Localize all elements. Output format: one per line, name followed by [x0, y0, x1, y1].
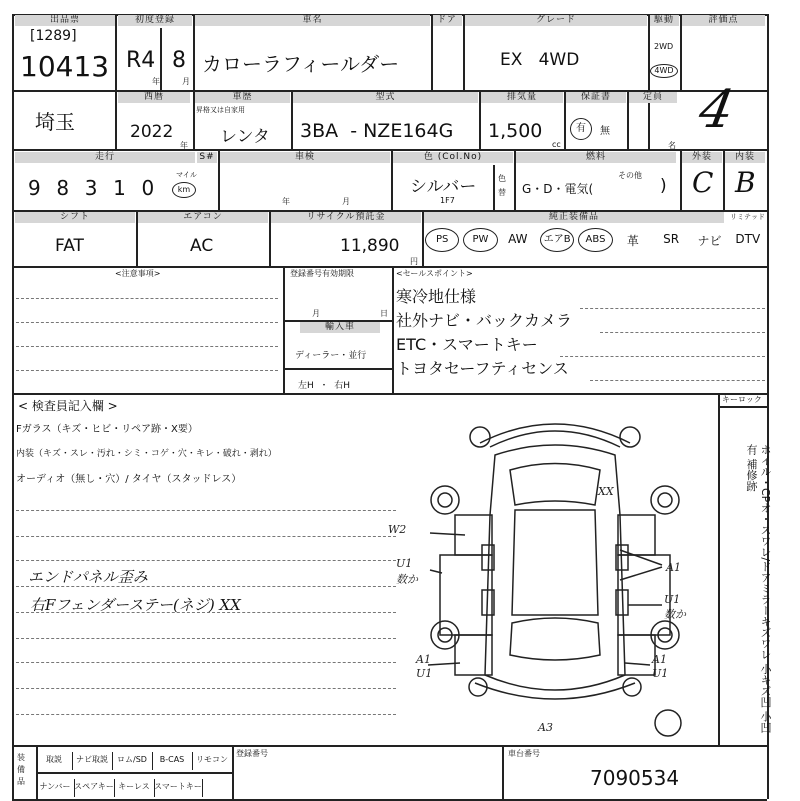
frame-number: 7090534 [590, 766, 680, 790]
capacity-unit: 名 [668, 141, 676, 150]
recycle-label: リサイクル預託金 [271, 212, 421, 223]
kit-item: スペアキー [74, 779, 115, 797]
inspector-line-2: 内装（キズ・スレ・汚れ・シミ・コゲ・穴・キレ・破れ・剥れ） [16, 449, 277, 459]
model-value: 3BA - NZE164G [300, 120, 454, 142]
model-label: 型式 [293, 92, 478, 103]
inspector-title: < 検査員記入欄 > [18, 399, 118, 413]
kit-item: スマートキー [154, 779, 203, 797]
grade-value: EX 4WD [500, 50, 580, 70]
handwritten-note-2: 右Fフェンダーステー(ネジ) XX [30, 596, 241, 614]
inspector-line-3: オーディオ（無し・穴）/ タイヤ（スタッドレス） [16, 474, 242, 485]
capacity-label: 定員 [629, 92, 677, 103]
kit-item: 取説 [36, 752, 73, 770]
equipment-item: DTV [735, 232, 761, 246]
kit-item: B-CAS [152, 752, 193, 770]
drive-4wd: 4WD [650, 64, 678, 78]
western-year-label: 西暦 [118, 92, 190, 103]
mark-u1-rear-right: U1 [652, 667, 669, 680]
lot-number: 10413 [20, 50, 110, 83]
mark-u1-rear-left: U1 [416, 667, 433, 680]
displacement-unit: cc [552, 140, 561, 149]
interior-label: 内装 [725, 152, 765, 163]
shaken-label: 車検 [220, 152, 390, 163]
sales-points [396, 285, 572, 381]
warranty-yes: 有 [570, 118, 592, 140]
car-name-label: 車名 [195, 15, 430, 26]
year-unit: 年 [152, 77, 160, 86]
mark-xx: XX [598, 485, 614, 498]
sales-point: トヨタセーフティセンス [396, 359, 569, 378]
inspection-expiry-label: 登録番号有効期限 [290, 269, 354, 278]
form-top-label: 出品票 [15, 15, 115, 26]
score-value: 4 [694, 80, 739, 140]
car-diagram [388, 405, 710, 745]
history-note: 昇格又は自家用 [196, 106, 245, 114]
equipment-list [422, 226, 767, 266]
equipment-item: SR [663, 232, 680, 246]
mileage-digit: 8 [56, 176, 70, 200]
recycle-value: 11,890 [340, 236, 400, 256]
history-label: 車歴 [195, 92, 290, 103]
equipment-item: 革 [626, 234, 639, 248]
repaint-label: 色替 [498, 174, 506, 197]
mark-u1-right: U1 [664, 593, 681, 606]
mark-a1-right: A1 [666, 561, 681, 574]
grade-label: グレード [465, 15, 647, 26]
mileage-digit: 9 [28, 176, 41, 200]
fuel-options: G・D・電気( [522, 182, 594, 196]
sales-point: 社外ナビ・バックカメラ [396, 311, 573, 330]
history-value: レンタ [220, 127, 270, 147]
mark-a1-rear-left: A1 [416, 653, 431, 666]
equipment-item: PS [425, 228, 459, 252]
shift-label: シフト [15, 212, 135, 223]
warranty-label: 保証書 [566, 92, 626, 103]
import-label: 輸入車 [300, 322, 380, 333]
damage-legend: ホイル・CPオ・スワレ/ドアミラーキズワレ 小キズ凹 小凹 有 補修跡 [745, 444, 772, 734]
kit-item: ナンバー [36, 779, 75, 797]
door-label: ドア [432, 15, 462, 26]
km-option: km [172, 182, 196, 198]
keylock-label: キーロック [722, 395, 762, 404]
drive-label: 駆動 [649, 15, 679, 26]
first-registration-label: 初度登録 [118, 15, 192, 26]
western-year: 2022 [130, 122, 174, 142]
inspector-line-1: Fガラス（キズ・ヒビ・リペア跡・X要） [16, 424, 198, 435]
dealer-option: ディーラー・並行 [295, 351, 367, 361]
kit-item: ナビ取説 [72, 752, 113, 770]
shaken-year-unit: 年 [282, 197, 290, 206]
displacement-label: 排気量 [481, 92, 563, 103]
ac-value: AC [190, 236, 214, 256]
fuel-close: ) [660, 176, 667, 196]
equipment-item: PW [463, 228, 497, 252]
sales-point: ETC・スマートキー [396, 335, 538, 354]
mark-w2: W2 [388, 523, 407, 536]
equipment-item: AW [508, 232, 528, 246]
drive-2wd: 2WD [654, 42, 674, 51]
warranty-no: 無 [600, 126, 610, 137]
shaken-month-unit: 月 [342, 197, 350, 206]
frame-number-label: 車台番号 [508, 749, 540, 758]
expiry-day: 日 [380, 309, 388, 318]
fuel-label: 燃料 [516, 152, 676, 163]
prefecture: 埼玉 [35, 110, 75, 134]
score-label: 評価点 [682, 15, 765, 26]
steering-option: 左H ・ 右H [298, 381, 350, 391]
equipment-item: エアB [540, 228, 574, 252]
equipment-item: ナビ [697, 234, 722, 248]
mileage-digits [28, 176, 163, 200]
equipment-label: 純正装備品 [424, 212, 724, 223]
displacement-value: 1,500 [488, 120, 543, 142]
mileage-label: 走行 [15, 152, 195, 163]
mark-u1-left-note: 数か [396, 573, 418, 586]
month-unit: 月 [182, 77, 190, 86]
car-name: カローラフィールダー [202, 52, 400, 76]
mark-u1-right-note: 数か [664, 608, 686, 621]
mileage-digit: 1 [113, 176, 126, 200]
western-year-suffix: 年 [180, 141, 188, 150]
recycle-unit: 円 [410, 257, 418, 266]
sales-point: 寒冷地仕様 [396, 287, 477, 306]
mile-option: マイル [176, 171, 197, 179]
sales-points-label: <セールスポイント> [396, 269, 473, 278]
interior-score: B [735, 166, 756, 199]
color-value: シルバー [410, 177, 477, 197]
lot-bracket: [1289] [30, 28, 77, 44]
color-code: 1F7 [440, 196, 455, 205]
mark-a1-rear-right: A1 [652, 653, 667, 666]
exterior-score: C [692, 166, 714, 199]
kit-item: リモコン [192, 752, 233, 770]
s-label: S# [197, 152, 217, 163]
reg-month: 8 [172, 48, 186, 73]
era-year: R4 [126, 48, 156, 73]
registration-number-label: 登録番号 [236, 749, 268, 758]
color-label: 色 (Col.No) [393, 152, 513, 163]
kit-label: 装備品 [17, 753, 25, 786]
kit-item: キーレス [114, 779, 155, 797]
ac-label: エアコン [138, 212, 268, 223]
mark-a3: A3 [538, 721, 553, 734]
kit-item: ロム/SD [112, 752, 153, 770]
mileage-digit: 0 [141, 176, 155, 200]
handwritten-note-1: エンドパネル歪み [28, 568, 148, 586]
exterior-label: 外装 [682, 152, 722, 163]
shift-value: FAT [55, 236, 84, 256]
expiry-month: 月 [312, 309, 320, 318]
caution-label: <注意事項> [115, 269, 161, 278]
mileage-digit: 3 [84, 176, 98, 200]
equipment-item: ABS [578, 228, 612, 252]
fuel-other: その他 [618, 171, 642, 180]
equipment-tag: リミテッド [730, 213, 765, 221]
mark-u1-left: U1 [396, 557, 413, 570]
